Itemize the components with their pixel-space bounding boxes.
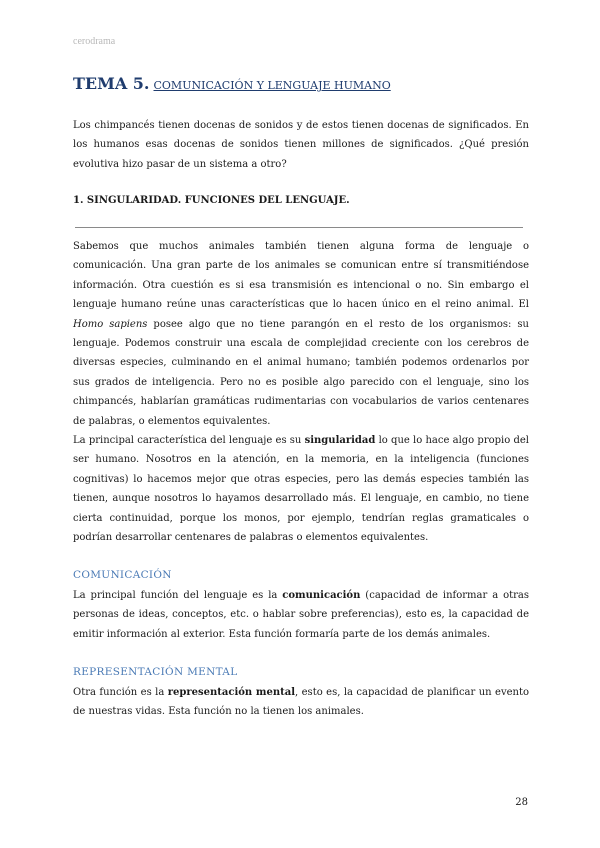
intro-paragraph: Los chimpancés tienen docenas de sonidos y de estos tienen docenas de significados. En los humanos esas docenas de sonidos tienen millones de significados. ¿Qué presión evolutiva hizo pasar de un sistema a otro? — [73, 120, 529, 170]
p1-text-b: posee algo que no tiene parangón en el resto de los organismos: su lenguaje. Podemos construir una escala de complejidad creciente con los cerebros de diversas especies, culminando en el animal humano; también podemos ordenarlos por sus grados de inteligencia. Pero no es posible algo parecido con el lenguaje, sino los chimpancés, hablarían gramáticas rudimentarias con vocabularios de varios centenares de palabras, o elementos equivalentes. — [73, 318, 529, 427]
rep-bold: representación mental — [167, 687, 296, 698]
p2-text-b: lo que lo hace algo propio del ser humano. Nosotros en la atención, en la memoria, en la inteligencia (funciones cognitivas) lo hacemos mejor que otras especies, pero las demás especies también las tienen, aunque nosotros lo hayamos desarrollado más. El lenguaje, en cambio, no tiene cierta continuidad, porque los monos, por ejemplo, tendrían reglas gramaticales o podrían desarrollar centenares de palabras o elementos equivalentes. — [73, 435, 529, 544]
title-subtitle: COMUNICACIÓN Y LENGUAJE HUMANO — [153, 79, 391, 92]
header-brand: cerodrama — [73, 36, 116, 47]
divider — [75, 227, 523, 228]
section-title: 1. SINGULARIDAD. FUNCIONES DEL LENGUAJE. — [73, 195, 350, 206]
rep-text-a: Otra función es la — [73, 687, 168, 698]
com-text-a: La principal función del lenguaje es la — [73, 590, 283, 601]
paragraph-comunicacion — [73, 586, 529, 644]
paragraph-1 — [73, 237, 529, 431]
heading-representacion: REPRESENTACIÓN MENTAL — [73, 666, 238, 678]
p2-text-a: La principal característica del lenguaje es su — [73, 435, 305, 446]
paragraph-representacion — [73, 683, 529, 722]
page-title — [73, 74, 391, 93]
title-number: TEMA 5. — [73, 74, 150, 93]
rep-text-b: , esto es, la capacidad de planificar un evento de nuestras vidas. Esta función no la tienen los animales. — [73, 687, 529, 718]
heading-comunicacion: COMUNICACIÓN — [73, 569, 172, 581]
p2-bold: singularidad — [304, 435, 376, 446]
com-text-b: (capacidad de informar a otras personas de ideas, conceptos, etc. o hablar sobre preferencias), esto es, la capacidad de emitir información al exterior. Esta función formaría parte de los demás animales. — [73, 590, 530, 640]
page-number: 28 — [515, 797, 528, 808]
p1-text-a: Sabemos que muchos animales también tienen alguna forma de lenguaje o comunicación. Una gran parte de los animales se comunican entre sí transmitiéndose información. Otra cuestión es si esa transmisión es intencional o no. Sin embargo el lenguaje humano reúne unas características que lo hacen único en el reino animal. El — [73, 241, 529, 311]
paragraph-2 — [73, 431, 529, 547]
p1-italic: Homo sapiens — [73, 318, 148, 330]
com-bold: comunicación — [282, 590, 361, 601]
